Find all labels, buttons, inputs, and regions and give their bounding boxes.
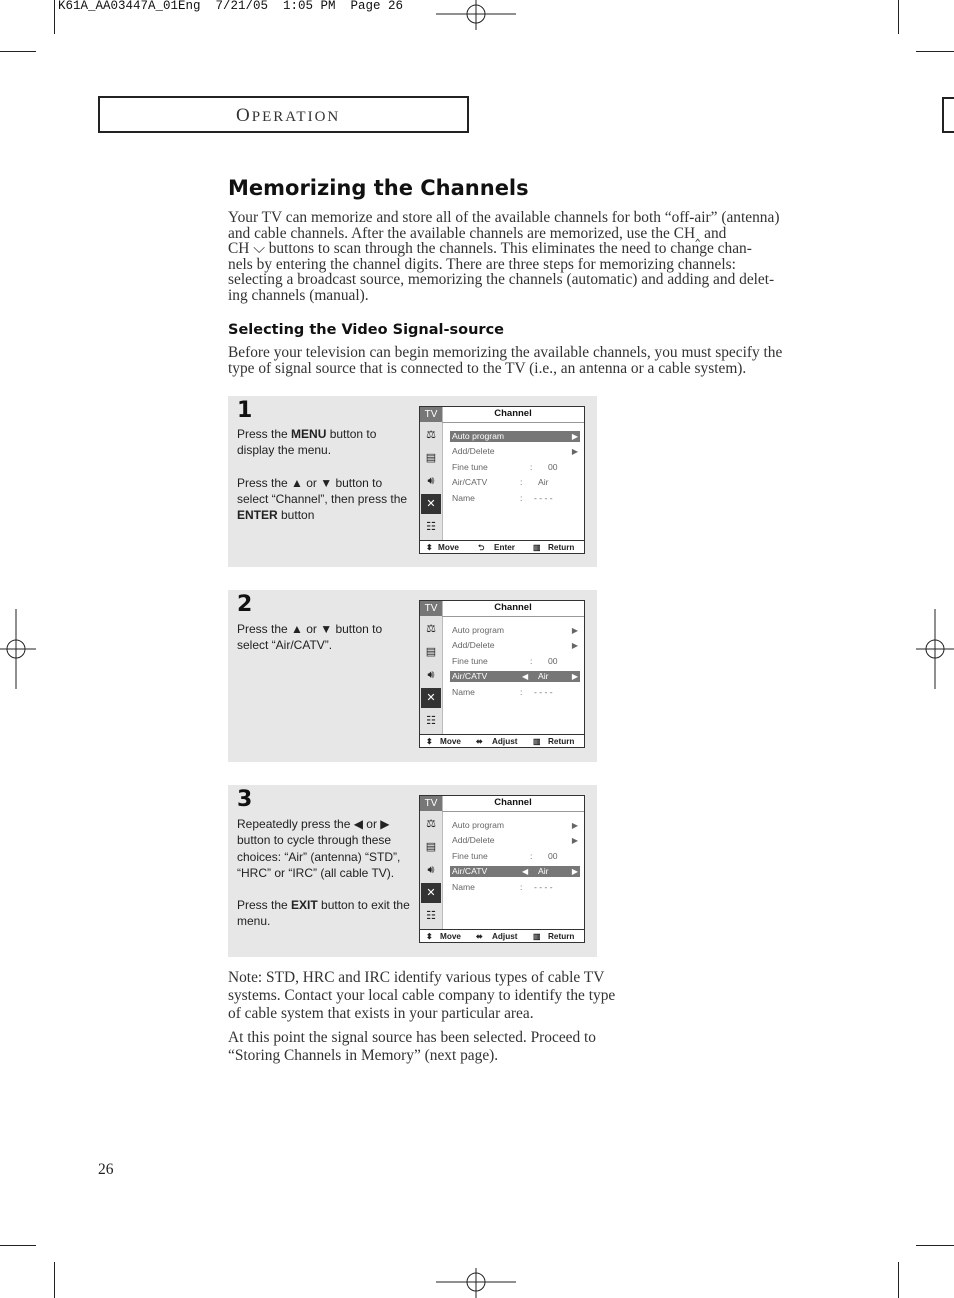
osd-row-fine-tune: Fine tune : 00 [452, 462, 558, 472]
osd-row-auto-program: Auto program ▶ [452, 431, 578, 441]
osd-sidebar [420, 601, 443, 734]
up-down-arrows-icon: ⬍ [426, 737, 433, 746]
registration-mark-left [0, 609, 36, 689]
speaker-icon: 🔊︎ [427, 864, 435, 876]
tv-label: TV [420, 601, 442, 616]
crop-mark [0, 1245, 36, 1246]
registration-mark-bottom [436, 1268, 516, 1298]
step-number: 2 [237, 592, 253, 617]
osd-title: Channel [494, 602, 532, 613]
subheading: Selecting the Video Signal-source [228, 322, 505, 338]
step-instruction: Repeatedly press the ◀ or ▶ button to cycle through these choices: “Air” (antenna) “STD”, “HRC” or “IRC” (all cable TV). [237, 817, 401, 880]
osd-row-fine-tune: Fine tune : 00 [452, 851, 558, 861]
crop-mark [916, 1245, 954, 1246]
osd-row-auto-program: Auto program ▶ [452, 820, 578, 830]
osd-screen [419, 600, 585, 748]
notes [228, 969, 618, 1071]
osd-footer [420, 540, 584, 554]
footer-move: Move [438, 543, 459, 552]
up-down-arrows-icon: ⬍ [426, 543, 433, 552]
registration-mark-top [436, 0, 516, 30]
print-slug: K61A_AA03447A_01Eng 7/21/05 1:05 PM Page 26 [58, 0, 404, 13]
osd-divider [442, 811, 584, 812]
antenna-icon: ⚖ [426, 429, 436, 441]
osd-row-add-delete: Add/Delete ▶ [452, 835, 578, 845]
footer-return: Return [548, 737, 575, 746]
crop-mark [916, 51, 954, 52]
osd-row-add-delete: Add/Delete ▶ [452, 640, 578, 650]
osd-screen [419, 795, 585, 943]
footer-return: Return [548, 543, 575, 552]
picture-icon: ▤ [425, 646, 437, 658]
page-title: Memorizing the Channels [228, 176, 529, 200]
section-header-rest: PERATION [251, 109, 341, 125]
speaker-icon: 🔊︎ [427, 669, 435, 681]
osd-footer [420, 734, 584, 748]
left-right-arrows-icon: ⬌ [476, 932, 483, 941]
intro-line: CH ⌵ buttons to scan through the channels. This eliminates the need to change chan- [228, 240, 752, 257]
antenna-icon: ⚖ [426, 818, 436, 830]
setup-icon: ☷ [426, 715, 436, 727]
channel-icon: ✕ [421, 688, 441, 708]
page-number: 26 [98, 1161, 114, 1178]
intro-line: ing channels (manual). [228, 286, 369, 304]
osd-divider [442, 422, 584, 423]
tv-label: TV [420, 796, 442, 811]
osd-title: Channel [494, 408, 532, 419]
channel-icon: ✕ [421, 494, 441, 514]
footer-move: Move [440, 737, 461, 746]
crop-mark [0, 51, 36, 52]
section-header [236, 105, 340, 127]
intro-line: selecting a broadcast source, memorizing the channels (automatic) and adding and delet- [228, 271, 775, 288]
footer-move: Move [440, 932, 461, 941]
osd-sidebar [420, 796, 443, 929]
intro-line: Your TV can memorize and store all of the available channels for both “off-air” (antenna) [228, 209, 780, 226]
osd-sidebar [420, 407, 443, 540]
picture-icon: ▤ [425, 452, 437, 464]
setup-icon: ☷ [426, 910, 436, 922]
footer-return: Return [548, 932, 575, 941]
footer-adjust: Adjust [492, 737, 518, 746]
return-icon: ▥ [533, 737, 541, 746]
footer-enter: Enter [494, 543, 515, 552]
intro-line: nels by entering the channel digits. There are three steps for memorizing channels: [228, 255, 736, 273]
step-3-text [237, 816, 415, 946]
osd-row-air-catv: Air/CATV ◀ Air ▶ [452, 866, 578, 876]
step-number: 1 [237, 398, 253, 423]
picture-icon: ▤ [425, 841, 437, 853]
step-instruction: Press the EXIT button to exit the menu. [237, 898, 410, 929]
step-1-text [237, 426, 412, 539]
step-instruction: Press the ▲ or ▼ button to select “Air/CATV”. [237, 622, 383, 653]
osd-row-fine-tune: Fine tune : 00 [452, 656, 558, 666]
osd-screen [419, 406, 585, 554]
footer-adjust: Adjust [492, 932, 518, 941]
channel-icon: ✕ [421, 883, 441, 903]
osd-row-air-catv: Air/CATV : Air [452, 477, 549, 487]
intro-paragraph [228, 210, 818, 303]
setup-icon: ☷ [426, 521, 436, 533]
step-3-box [228, 785, 597, 957]
osd-row-air-catv: Air/CATV ◀ Air ▶ [452, 671, 578, 681]
return-icon: ▥ [533, 543, 541, 552]
sub-line: type of signal source that is connected to the TV (i.e., an antenna or a cable system). [228, 359, 747, 377]
osd-divider [442, 616, 584, 617]
osd-footer [420, 929, 584, 943]
intro-line: and cable channels. After the available channels are memorized, use the CH‸ and [228, 224, 727, 242]
note-paragraph: At this point the signal source has been selected. Proceed to “Storing Channels in Memory” (next page). [228, 1029, 596, 1064]
crop-mark [898, 1262, 899, 1298]
osd-row-name: Name : - - - - [452, 882, 553, 892]
enter-icon: ⮌ [478, 543, 485, 552]
osd-title: Channel [494, 797, 532, 808]
sub-paragraph [228, 345, 818, 376]
crop-mark [898, 0, 899, 34]
left-right-arrows-icon: ⬌ [476, 737, 483, 746]
step-instruction: Press the ▲ or ▼ button to select “Channel”, then press the ENTER button [237, 475, 408, 523]
step-instruction: Press the MENU button to display the menu. [237, 427, 377, 458]
note-paragraph: Note: STD, HRC and IRC identify various types of cable TV systems. Contact your local cable company to identify the type of cable system that exists in your particular area. [228, 969, 616, 1022]
section-header-initial: O [236, 105, 252, 126]
thumb-tab [942, 97, 954, 133]
sub-line: Before your television can begin memorizing the available channels, you must specify the [228, 344, 783, 361]
registration-mark-right [916, 609, 954, 689]
speaker-icon: 🔊︎ [427, 475, 435, 487]
up-down-arrows-icon: ⬍ [426, 932, 433, 941]
osd-row-auto-program: Auto program ▶ [452, 625, 578, 635]
return-icon: ▥ [533, 932, 541, 941]
crop-mark [54, 0, 55, 34]
osd-row-name: Name : - - - - [452, 493, 553, 503]
step-1-box [228, 396, 597, 567]
tv-label: TV [420, 407, 442, 422]
antenna-icon: ⚖ [426, 623, 436, 635]
crop-mark [54, 1262, 55, 1298]
osd-row-name: Name : - - - - [452, 687, 553, 697]
osd-row-add-delete: Add/Delete ▶ [452, 446, 578, 456]
step-number: 3 [237, 787, 253, 812]
step-2-box [228, 590, 597, 762]
step-2-text [237, 621, 412, 670]
